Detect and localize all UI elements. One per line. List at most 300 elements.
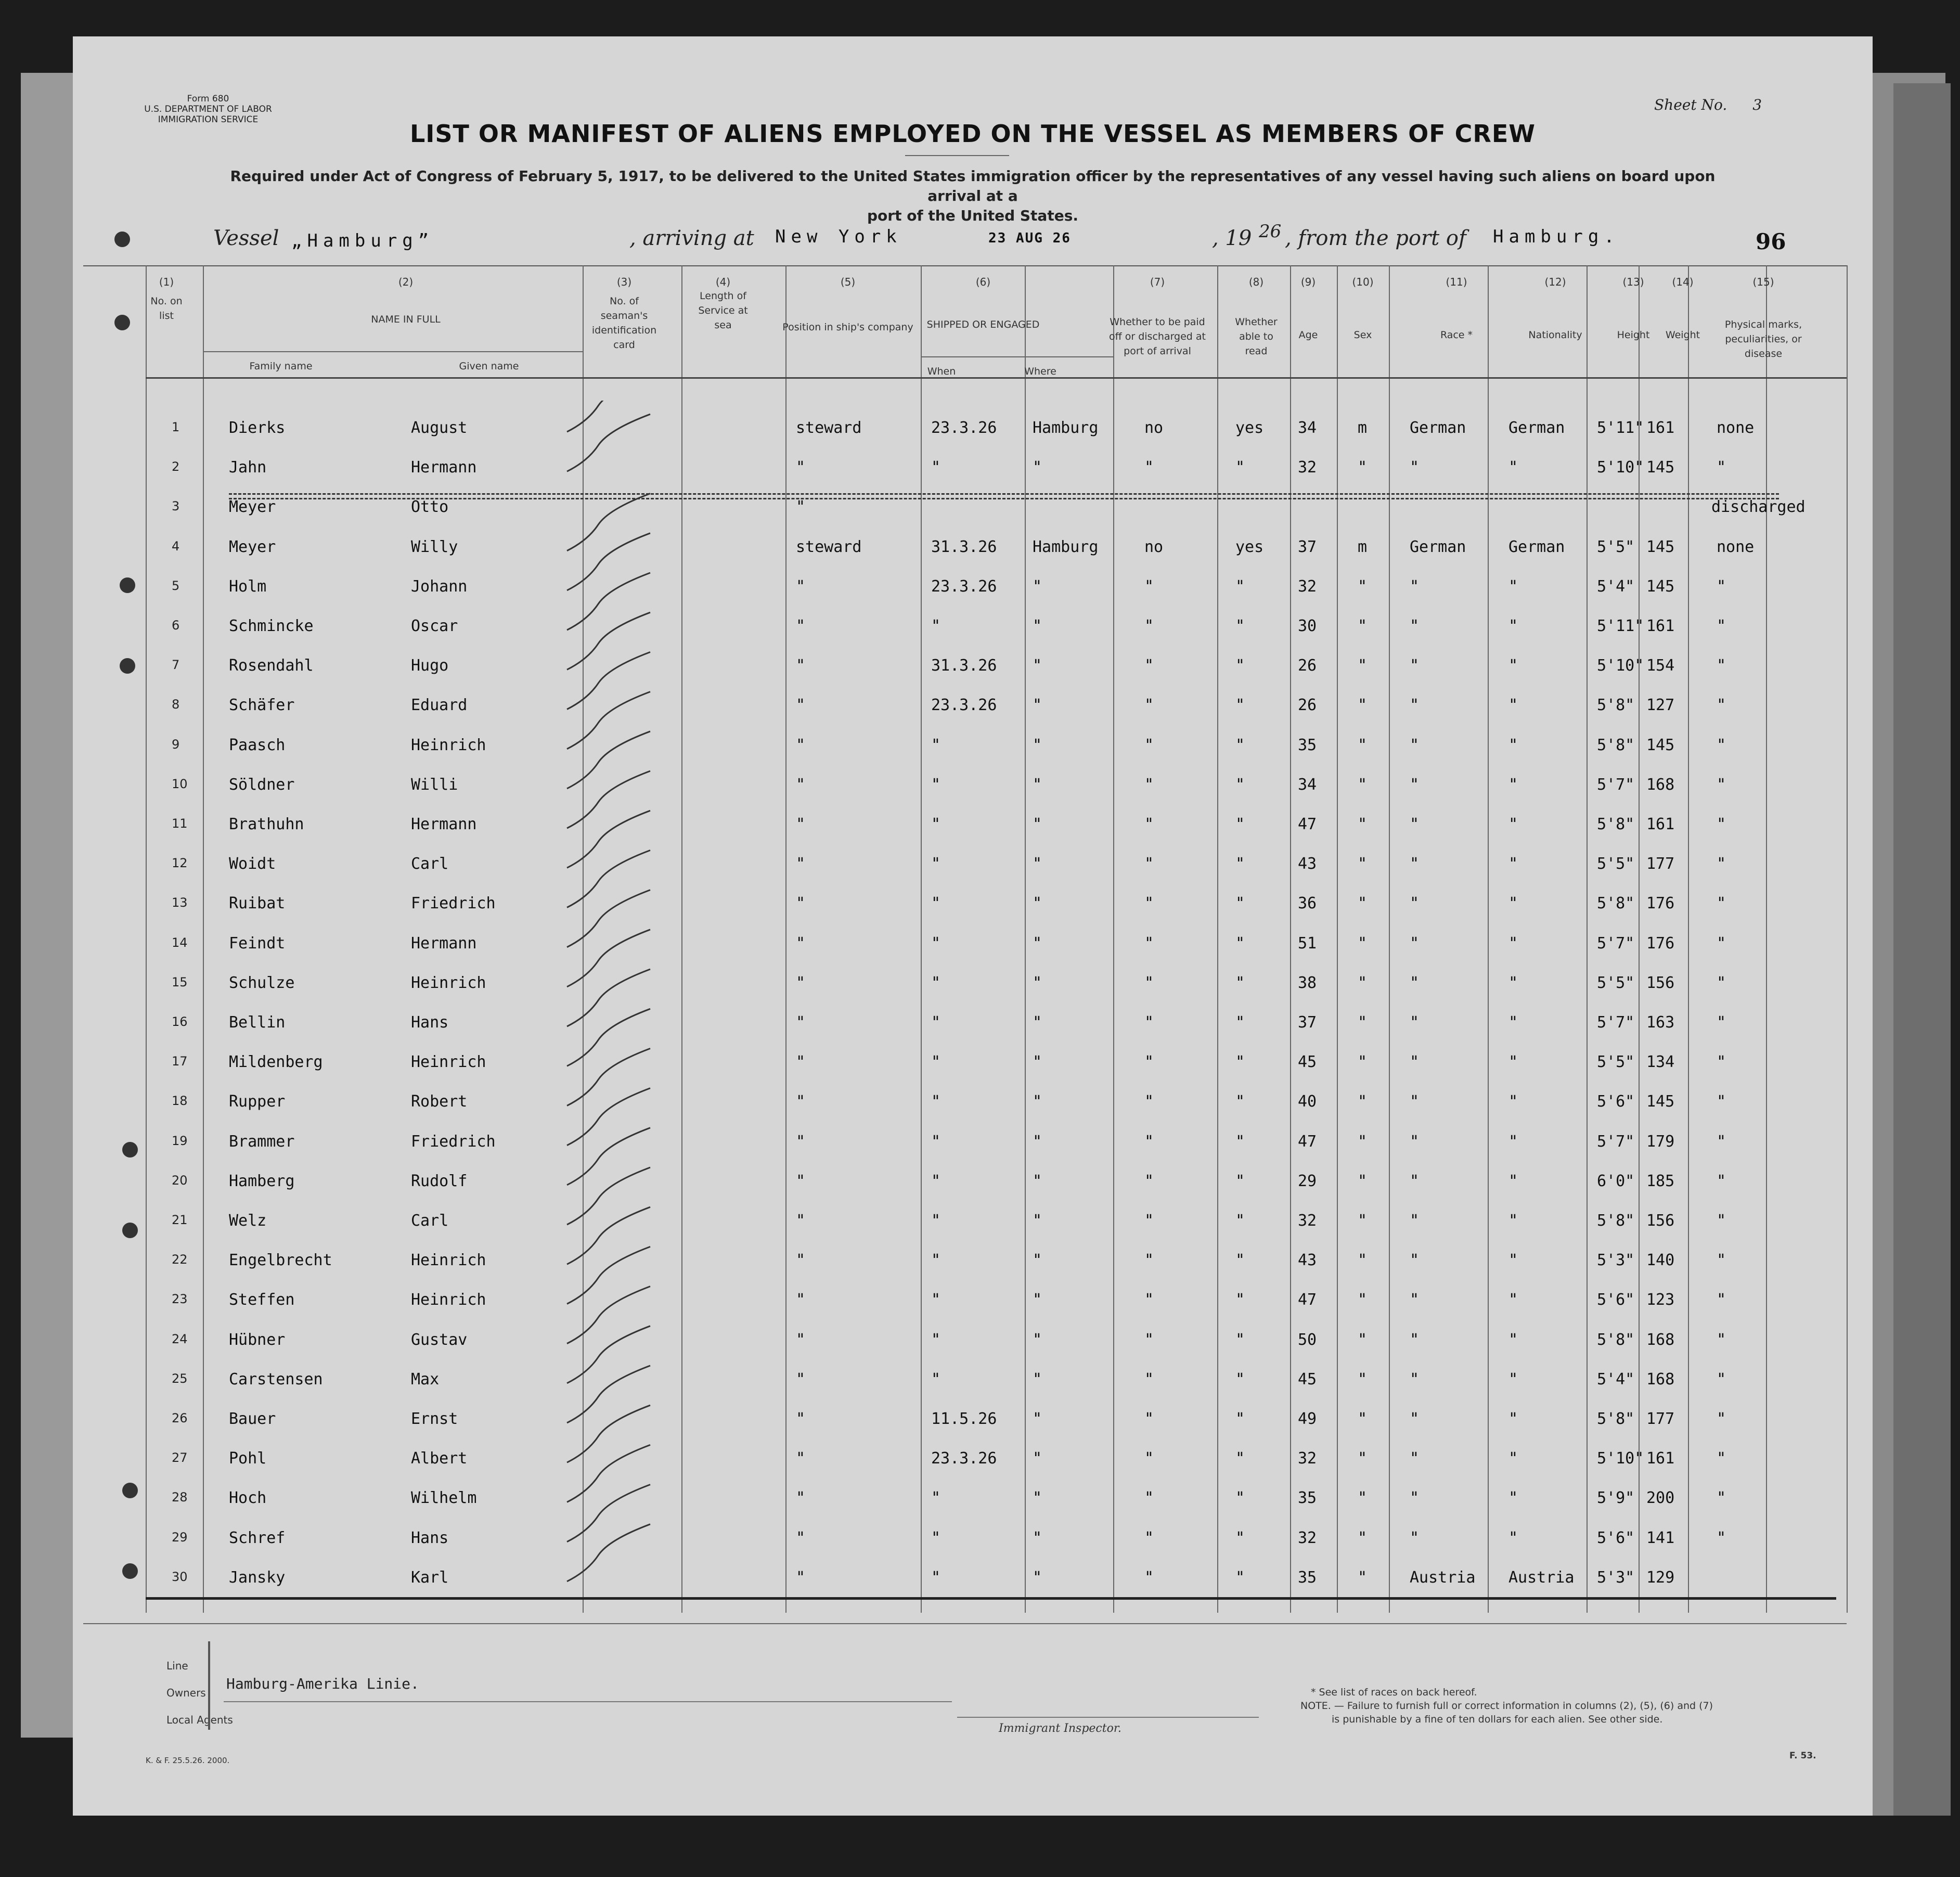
cell-position: " bbox=[796, 458, 806, 477]
check-mark bbox=[567, 692, 650, 749]
cell-weight: 176 bbox=[1646, 894, 1675, 913]
cell-weight: 145 bbox=[1646, 736, 1675, 754]
cell-age: 35 bbox=[1298, 1568, 1317, 1587]
col-length-service: Length of Service at sea bbox=[698, 290, 748, 331]
cell-marks: " bbox=[1717, 855, 1726, 873]
check-mark bbox=[567, 1326, 650, 1383]
col-age: Age bbox=[1298, 329, 1318, 341]
check-mark bbox=[567, 1524, 650, 1582]
cell-height: 6'0" bbox=[1597, 1172, 1635, 1190]
cell-given: Willi bbox=[411, 775, 458, 794]
cell-race: " bbox=[1410, 1410, 1420, 1428]
row-number: 28 bbox=[172, 1490, 188, 1505]
cell-read: " bbox=[1235, 1489, 1245, 1508]
row-number: 7 bbox=[172, 658, 180, 673]
cell-read: " bbox=[1235, 973, 1245, 992]
check-mark bbox=[567, 930, 650, 987]
check-mark bbox=[567, 1246, 650, 1304]
cell-nationality: " bbox=[1508, 1330, 1518, 1349]
check-mark bbox=[567, 1088, 650, 1146]
cell-height: 5'5" bbox=[1597, 855, 1635, 873]
cell-nationality: " bbox=[1508, 1212, 1518, 1230]
line-label: Line bbox=[166, 1660, 188, 1672]
cell-where: " bbox=[1033, 1410, 1042, 1428]
cell-height: 5'6" bbox=[1597, 1528, 1635, 1547]
col-12-number: (12) bbox=[1544, 276, 1566, 288]
cell-paid: " bbox=[1144, 458, 1154, 477]
cell-position: " bbox=[796, 1291, 806, 1309]
cell-where: " bbox=[1033, 1330, 1042, 1349]
row-number: 16 bbox=[172, 1014, 188, 1029]
cell-sex: " bbox=[1358, 577, 1368, 596]
cell-position: " bbox=[796, 855, 806, 873]
col-sex: Sex bbox=[1353, 329, 1372, 341]
cell-height: 5'10" bbox=[1597, 458, 1644, 477]
cell-marks: " bbox=[1717, 1449, 1726, 1468]
cell-family: Engelbrecht bbox=[229, 1251, 332, 1270]
cell-given: Hugo bbox=[411, 657, 449, 675]
cell-race: German bbox=[1410, 419, 1466, 437]
binder-hole bbox=[122, 1563, 138, 1579]
binder-hole bbox=[122, 1223, 138, 1238]
cell-position: " bbox=[796, 577, 806, 596]
cell-nationality: " bbox=[1508, 1410, 1518, 1428]
cell-where: " bbox=[1033, 696, 1042, 715]
check-mark bbox=[567, 1207, 650, 1264]
note-races: * See list of races on back hereof. bbox=[1311, 1687, 1477, 1698]
cell-weight: 168 bbox=[1646, 1370, 1675, 1389]
cell-race: " bbox=[1410, 696, 1420, 715]
cell-race: " bbox=[1410, 1528, 1420, 1547]
cell-age: 50 bbox=[1298, 1330, 1317, 1349]
cell-read: " bbox=[1235, 815, 1245, 833]
check-mark bbox=[567, 1485, 650, 1542]
cell-given: Hans bbox=[411, 1528, 449, 1547]
cell-marks: " bbox=[1717, 736, 1726, 754]
cell-when: " bbox=[931, 1132, 941, 1151]
cell-given: Wilhelm bbox=[411, 1489, 477, 1508]
cell-height: 5'7" bbox=[1597, 934, 1635, 953]
cell-given: Rudolf bbox=[411, 1172, 468, 1190]
footer-rule bbox=[83, 1623, 1847, 1624]
cell-nationality: " bbox=[1508, 894, 1518, 913]
cell-when: " bbox=[931, 1291, 941, 1309]
cell-given: August bbox=[411, 419, 468, 437]
cell-height: 5'7" bbox=[1597, 775, 1635, 794]
cell-position: " bbox=[796, 696, 806, 715]
cell-given: Heinrich bbox=[411, 973, 486, 992]
table-column-rule bbox=[785, 265, 786, 1613]
cell-read: " bbox=[1235, 1053, 1245, 1072]
cell-family: Jahn bbox=[229, 458, 267, 477]
cell-height: 5'3" bbox=[1597, 1568, 1635, 1587]
cell-when: " bbox=[931, 736, 941, 754]
cell-paid: " bbox=[1144, 1053, 1154, 1072]
cell-given: Heinrich bbox=[411, 1053, 486, 1072]
cell-height: 5'6" bbox=[1597, 1092, 1635, 1111]
check-mark bbox=[567, 1366, 650, 1423]
col-14-number: (14) bbox=[1672, 276, 1694, 288]
cell-weight: 177 bbox=[1646, 855, 1675, 873]
cell-height: 5'3" bbox=[1597, 1251, 1635, 1270]
cell-read: " bbox=[1235, 855, 1245, 873]
cell-where: " bbox=[1033, 973, 1042, 992]
cell-position: " bbox=[796, 1528, 806, 1547]
cell-height: 5'8" bbox=[1597, 1212, 1635, 1230]
cell-when: " bbox=[931, 458, 941, 477]
cell-position: " bbox=[796, 1330, 806, 1349]
voyage-line bbox=[213, 221, 1826, 258]
cell-age: 29 bbox=[1298, 1172, 1317, 1190]
printer-code: K. & F. 25.5.26. 2000. bbox=[146, 1756, 230, 1765]
row-number: 2 bbox=[172, 459, 180, 474]
cell-when: 31.3.26 bbox=[931, 657, 997, 675]
cell-sex: " bbox=[1358, 1528, 1368, 1547]
cell-read: " bbox=[1235, 1291, 1245, 1309]
cell-weight: 140 bbox=[1646, 1251, 1675, 1270]
cell-age: 43 bbox=[1298, 1251, 1317, 1270]
id-card-check-marks bbox=[557, 401, 713, 1597]
check-mark bbox=[567, 1128, 650, 1185]
cell-paid: " bbox=[1144, 617, 1154, 635]
cell-race: " bbox=[1410, 775, 1420, 794]
cell-race: " bbox=[1410, 894, 1420, 913]
cell-race: " bbox=[1410, 855, 1420, 873]
cell-family: Schref bbox=[229, 1528, 286, 1547]
cell-family: Hamberg bbox=[229, 1172, 295, 1190]
cell-position: " bbox=[796, 1568, 806, 1587]
cell-nationality: " bbox=[1508, 1489, 1518, 1508]
cell-marks: " bbox=[1717, 815, 1726, 833]
table-column-rule bbox=[203, 265, 204, 1613]
cell-height: 5'8" bbox=[1597, 736, 1635, 754]
cell-weight: 179 bbox=[1646, 1132, 1675, 1151]
cell-weight: 161 bbox=[1646, 1449, 1675, 1468]
cell-sex: " bbox=[1358, 1449, 1368, 1468]
cell-where: " bbox=[1033, 775, 1042, 794]
cell-read: " bbox=[1235, 894, 1245, 913]
cell-read: " bbox=[1235, 1330, 1245, 1349]
table-column-rule bbox=[921, 265, 922, 1613]
table-column-rule bbox=[1025, 265, 1026, 1613]
cell-read: " bbox=[1235, 775, 1245, 794]
row-number: 4 bbox=[172, 538, 180, 554]
cell-when: " bbox=[931, 1330, 941, 1349]
cell-when: " bbox=[931, 1568, 941, 1587]
cell-marks: " bbox=[1717, 1212, 1726, 1230]
cell-nationality: " bbox=[1508, 775, 1518, 794]
cell-where: " bbox=[1033, 1291, 1042, 1309]
cell-position: " bbox=[796, 617, 806, 635]
cell-age: 35 bbox=[1298, 1489, 1317, 1508]
cell-position: " bbox=[796, 1212, 806, 1230]
cell-height: 5'5" bbox=[1597, 1053, 1635, 1072]
cell-paid: " bbox=[1144, 577, 1154, 596]
cell-given: Hans bbox=[411, 1013, 449, 1032]
check-mark bbox=[567, 1167, 650, 1225]
cell-race: " bbox=[1410, 1370, 1420, 1389]
cell-position: " bbox=[796, 894, 806, 913]
cell-sex: " bbox=[1358, 1489, 1368, 1508]
cell-position: " bbox=[796, 1251, 806, 1270]
cell-where: " bbox=[1033, 1489, 1042, 1508]
cell-age: 32 bbox=[1298, 1528, 1317, 1547]
cell-given: Eduard bbox=[411, 696, 468, 715]
cell-where: " bbox=[1033, 1212, 1042, 1230]
row-number: 26 bbox=[172, 1411, 188, 1425]
check-mark bbox=[567, 850, 650, 907]
cell-read: " bbox=[1235, 1568, 1245, 1587]
cell-marks: " bbox=[1717, 973, 1726, 992]
cell-nationality: " bbox=[1508, 973, 1518, 992]
cell-paid: " bbox=[1144, 815, 1154, 833]
cell-paid: " bbox=[1144, 1251, 1154, 1270]
cell-where: " bbox=[1033, 1449, 1042, 1468]
table-bottom-rule bbox=[146, 1597, 1836, 1600]
cell-marks: discharged bbox=[1711, 498, 1806, 517]
cell-sex: " bbox=[1358, 815, 1368, 833]
sheet-number bbox=[1654, 96, 1762, 113]
cell-paid: " bbox=[1144, 1489, 1154, 1508]
cell-when: " bbox=[931, 1053, 941, 1072]
table-column-rule bbox=[1847, 265, 1848, 1613]
cell-marks: " bbox=[1717, 1330, 1726, 1349]
cell-weight: 141 bbox=[1646, 1528, 1675, 1547]
cell-when: " bbox=[931, 1092, 941, 1111]
cell-given: Carl bbox=[411, 1212, 449, 1230]
binder-hole bbox=[122, 1142, 138, 1158]
page-subtitle bbox=[229, 166, 1717, 226]
table-column-rule bbox=[1488, 265, 1489, 1613]
col-where: Where bbox=[1024, 366, 1056, 377]
cell-weight: 145 bbox=[1646, 458, 1675, 477]
vessel-name: „Hamburg” bbox=[291, 230, 434, 251]
row-number: 14 bbox=[172, 935, 188, 950]
check-mark bbox=[567, 1048, 650, 1105]
cell-weight: 168 bbox=[1646, 1330, 1675, 1349]
cell-marks: " bbox=[1717, 1528, 1726, 1547]
cell-where: " bbox=[1033, 815, 1042, 833]
cell-read: " bbox=[1235, 458, 1245, 477]
cell-marks: " bbox=[1717, 1291, 1726, 1309]
row-number: 5 bbox=[172, 578, 180, 593]
cell-position: " bbox=[796, 1013, 806, 1032]
cell-height: 5'8" bbox=[1597, 815, 1635, 833]
cell-nationality: " bbox=[1508, 736, 1518, 754]
row-number: 21 bbox=[172, 1213, 188, 1227]
header-rule bbox=[146, 377, 1847, 379]
cell-sex: " bbox=[1358, 775, 1368, 794]
cell-where: " bbox=[1033, 1053, 1042, 1072]
cell-marks: " bbox=[1717, 1410, 1726, 1428]
row-number: 15 bbox=[172, 974, 188, 989]
cell-nationality: " bbox=[1508, 1172, 1518, 1190]
row-number: 19 bbox=[172, 1133, 188, 1148]
owners-label: Owners bbox=[166, 1687, 206, 1699]
inspector-label: Immigrant Inspector. bbox=[999, 1722, 1121, 1735]
cell-read: yes bbox=[1235, 419, 1264, 437]
cell-family: Bauer bbox=[229, 1410, 276, 1428]
cell-height: 5'8" bbox=[1597, 894, 1635, 913]
cell-race: " bbox=[1410, 1132, 1420, 1151]
row-number: 12 bbox=[172, 856, 188, 871]
col-11-number: (11) bbox=[1446, 276, 1467, 288]
arriving-label: , arriving at bbox=[629, 226, 754, 250]
cell-nationality: German bbox=[1508, 537, 1565, 556]
cell-read: " bbox=[1235, 1013, 1245, 1032]
cell-when: " bbox=[931, 815, 941, 833]
cell-sex: " bbox=[1358, 1410, 1368, 1428]
footer-notes bbox=[1300, 1686, 1713, 1726]
form-number: Form 680 bbox=[187, 94, 229, 104]
cell-read: " bbox=[1235, 1370, 1245, 1389]
cell-position: " bbox=[796, 1489, 806, 1508]
manifest-page bbox=[73, 36, 1873, 1816]
cell-when: " bbox=[931, 894, 941, 913]
cell-sex: " bbox=[1358, 1172, 1368, 1190]
cell-where: " bbox=[1033, 1172, 1042, 1190]
cell-sex: " bbox=[1358, 736, 1368, 754]
cell-where: " bbox=[1033, 1528, 1042, 1547]
cell-weight: 145 bbox=[1646, 537, 1675, 556]
cell-age: 37 bbox=[1298, 537, 1317, 556]
table-column-rule bbox=[1389, 265, 1390, 1613]
table-column-rule bbox=[1688, 265, 1689, 1613]
cell-where: " bbox=[1033, 855, 1042, 873]
cell-age: 37 bbox=[1298, 1013, 1317, 1032]
cell-position: " bbox=[796, 1370, 806, 1389]
cell-paid: " bbox=[1144, 1410, 1154, 1428]
col-15-number: (15) bbox=[1752, 276, 1774, 288]
cell-race: " bbox=[1410, 1330, 1420, 1349]
cell-nationality: " bbox=[1508, 1251, 1518, 1270]
cell-weight: 200 bbox=[1646, 1489, 1675, 1508]
cell-read: " bbox=[1235, 1172, 1245, 1190]
check-mark bbox=[567, 1405, 650, 1462]
col-6-number: (6) bbox=[975, 276, 991, 288]
cell-where: " bbox=[1033, 657, 1042, 675]
cell-when: " bbox=[931, 1370, 941, 1389]
cell-read: " bbox=[1235, 1528, 1245, 1547]
cell-race: Austria bbox=[1410, 1568, 1476, 1587]
cell-where: Hamburg bbox=[1033, 537, 1099, 556]
row-number: 17 bbox=[172, 1054, 188, 1069]
row-number: 27 bbox=[172, 1450, 188, 1465]
cell-sex: " bbox=[1358, 894, 1368, 913]
cell-when: 23.3.26 bbox=[931, 577, 997, 596]
cell-nationality: " bbox=[1508, 1013, 1518, 1032]
cell-paid: no bbox=[1144, 537, 1164, 556]
cell-when: 23.3.26 bbox=[931, 696, 997, 715]
cell-family: Meyer bbox=[229, 537, 276, 556]
cell-height: 5'11" bbox=[1597, 617, 1644, 635]
check-mark bbox=[567, 1287, 650, 1344]
table-top-rule bbox=[83, 265, 1847, 266]
check-mark bbox=[567, 414, 650, 471]
cell-marks: " bbox=[1717, 1370, 1726, 1389]
col-family-name: Family name bbox=[249, 361, 313, 372]
department: U.S. DEPARTMENT OF LABOR bbox=[144, 104, 272, 114]
page-stamp-number: 96 bbox=[1756, 229, 1786, 254]
cell-marks: " bbox=[1717, 775, 1726, 794]
name-subheader-rule bbox=[203, 351, 583, 352]
cell-race: " bbox=[1410, 1489, 1420, 1508]
cell-when: 23.3.26 bbox=[931, 419, 997, 437]
cell-marks: " bbox=[1717, 577, 1726, 596]
cell-family: Mildenberg bbox=[229, 1053, 323, 1072]
cell-nationality: " bbox=[1508, 657, 1518, 675]
cell-when: " bbox=[931, 934, 941, 953]
cell-paid: " bbox=[1144, 1330, 1154, 1349]
table-column-rule bbox=[1766, 265, 1767, 1613]
cell-position: steward bbox=[796, 419, 862, 437]
cell-weight: 156 bbox=[1646, 973, 1675, 992]
underlying-sheet-edge bbox=[1893, 83, 1951, 1816]
row-number: 9 bbox=[172, 737, 180, 752]
cell-race: " bbox=[1410, 1291, 1420, 1309]
cell-race: " bbox=[1410, 973, 1420, 992]
cell-position: " bbox=[796, 934, 806, 953]
cell-given: Otto bbox=[411, 498, 449, 517]
cell-position: " bbox=[796, 973, 806, 992]
cell-weight: 145 bbox=[1646, 577, 1675, 596]
cell-weight: 176 bbox=[1646, 934, 1675, 953]
cell-given: Max bbox=[411, 1370, 440, 1389]
check-mark bbox=[567, 1009, 650, 1066]
cell-paid: " bbox=[1144, 696, 1154, 715]
cell-age: 45 bbox=[1298, 1053, 1317, 1072]
cell-height: 5'5" bbox=[1597, 537, 1635, 556]
cell-position: " bbox=[796, 775, 806, 794]
cell-marks: " bbox=[1717, 696, 1726, 715]
cell-nationality: " bbox=[1508, 1528, 1518, 1547]
cell-age: 30 bbox=[1298, 617, 1317, 635]
cell-weight: 127 bbox=[1646, 696, 1675, 715]
cell-height: 5'7" bbox=[1597, 1013, 1635, 1032]
cell-marks: " bbox=[1717, 458, 1726, 477]
cell-position: steward bbox=[796, 537, 862, 556]
col-3-number: (3) bbox=[616, 276, 632, 288]
table-column-rule bbox=[146, 265, 147, 1613]
cell-when: " bbox=[931, 775, 941, 794]
cell-read: " bbox=[1235, 1251, 1245, 1270]
check-mark bbox=[567, 494, 650, 551]
col-2-number: (2) bbox=[398, 276, 414, 288]
cell-when: " bbox=[931, 1013, 941, 1032]
cell-sex: " bbox=[1358, 1092, 1368, 1111]
cell-marks: " bbox=[1717, 1172, 1726, 1190]
cell-weight: 129 bbox=[1646, 1568, 1675, 1587]
cell-position: " bbox=[796, 657, 806, 675]
cell-paid: " bbox=[1144, 1212, 1154, 1230]
cell-marks: none bbox=[1717, 419, 1755, 437]
cell-given: Friedrich bbox=[411, 894, 496, 913]
row-number: 6 bbox=[172, 618, 180, 633]
cell-age: 47 bbox=[1298, 1291, 1317, 1309]
col-shipped: SHIPPED OR ENGAGED bbox=[926, 319, 1040, 330]
cell-nationality: " bbox=[1508, 1370, 1518, 1389]
cell-race: " bbox=[1410, 657, 1420, 675]
row-number: 25 bbox=[172, 1371, 188, 1386]
owners-rule bbox=[224, 1701, 952, 1702]
binder-hole bbox=[114, 315, 130, 330]
cell-age: 43 bbox=[1298, 855, 1317, 873]
cell-age: 35 bbox=[1298, 736, 1317, 754]
cell-paid: " bbox=[1144, 1092, 1154, 1111]
cell-nationality: " bbox=[1508, 696, 1518, 715]
cell-weight: 134 bbox=[1646, 1053, 1675, 1072]
cell-race: German bbox=[1410, 537, 1466, 556]
